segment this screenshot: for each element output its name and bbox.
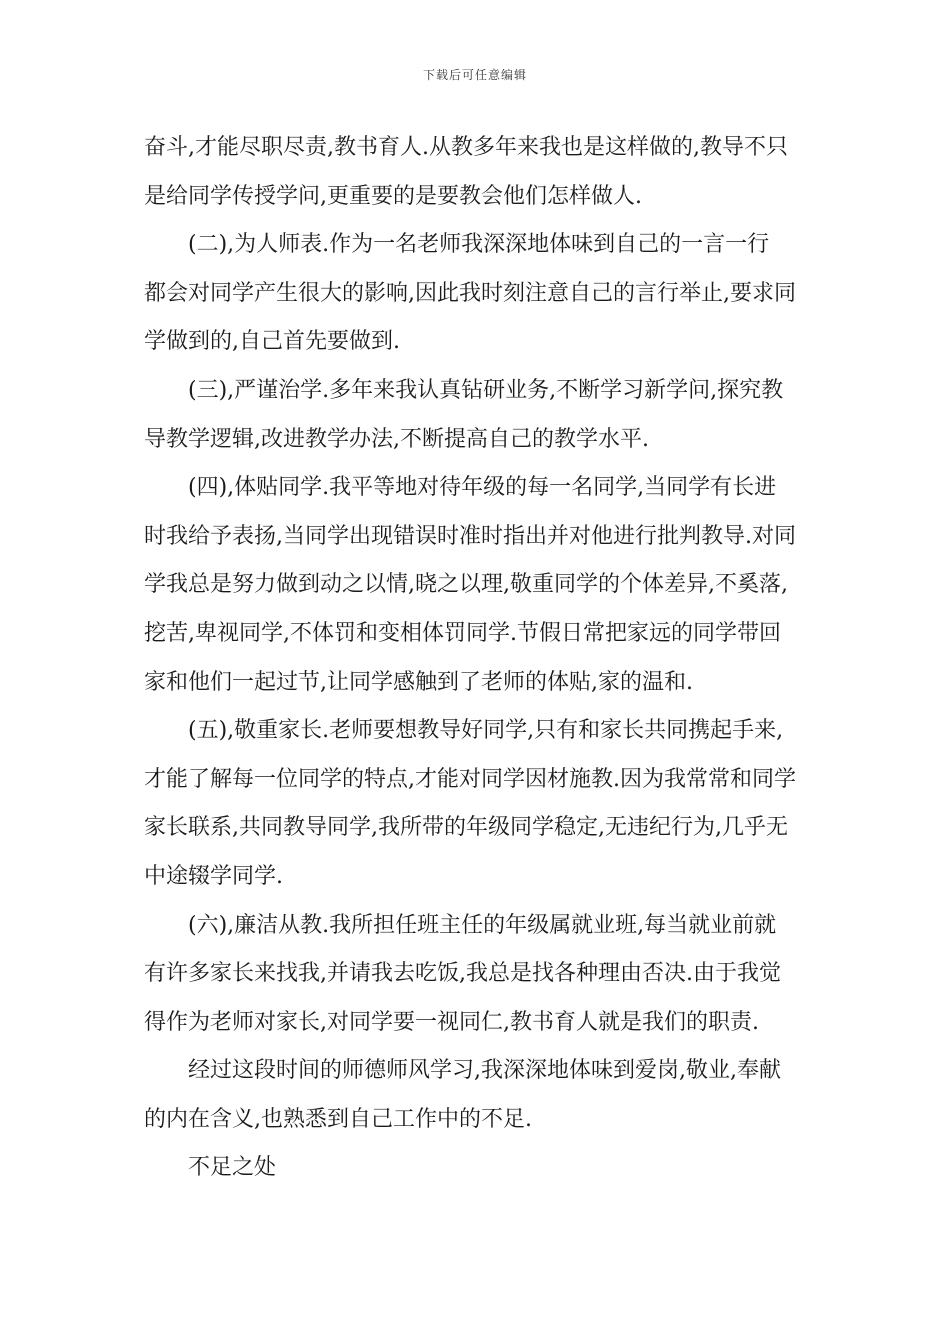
text-line: (二),为人师表.作为一名老师我深深地体味到自己的一言一行 bbox=[188, 232, 770, 258]
paragraph-continuation bbox=[144, 124, 806, 221]
text-line: 奋斗,才能尽职尽责,教书育人.从教多年来我也是这样做的,教导不只 bbox=[144, 135, 788, 160]
text-line: 得作为老师对家长,对同学要一视同仁,教书育人就是我们的职责. bbox=[144, 1009, 759, 1035]
text-line: (四),体贴同学.我平等地对待年级的每一名同学,当同学有长进 bbox=[188, 475, 777, 501]
text-line: 经过这段时间的师德师风学习,我深深地体味到爱岗,敬业,奉献 bbox=[188, 1058, 781, 1084]
document-body bbox=[144, 124, 806, 1193]
text-line: 中途辍学同学. bbox=[144, 863, 283, 889]
text-line: 家和他们一起过节,让同学感触到了老师的体贴,家的温和. bbox=[144, 669, 693, 695]
text-line: 家长联系,共同教导同学,我所带的年级同学稳定,无违纪行为,几乎无 bbox=[144, 815, 788, 841]
text-line: 导教学逻辑,改进教学办法,不断提高自己的教学水平. bbox=[144, 426, 649, 452]
paragraph-summary bbox=[144, 1047, 806, 1144]
paragraph-integrity bbox=[144, 902, 806, 1048]
text-line: 都会对同学产生很大的影响,因此我时刻注意自己的言行举止,要求同 bbox=[144, 280, 796, 306]
text-line: 不足之处 bbox=[188, 1155, 277, 1181]
section-heading-shortcomings bbox=[144, 1144, 806, 1193]
text-line: 学我总是努力做到动之以情,晓之以理,敬重同学的个体差异,不奚落, bbox=[144, 572, 788, 598]
text-line: 是给同学传授学问,更重要的是要教会他们怎样做人. bbox=[144, 183, 642, 209]
text-line: (三),严谨治学.多年来我认真钻研业务,不断学习新学问,探究教 bbox=[188, 377, 784, 403]
paragraph-care-students bbox=[144, 464, 806, 707]
text-line: 挖苦,卑视同学,不体罚和变相体罚同学.节假日常把家远的同学带回 bbox=[144, 620, 781, 646]
text-line: 时我给予表扬,当同学出现错误时准时指出并对他进行批判教导.对同 bbox=[144, 523, 796, 549]
paragraph-respect-parents bbox=[144, 707, 806, 901]
text-line: (五),敬重家长.老师要想教导好同学,只有和家长共同携起手来, bbox=[188, 718, 784, 744]
text-line: 有许多家长来找我,并请我去吃饭,我总是找各种理由否决.由于我觉 bbox=[144, 961, 781, 987]
text-line: (六),廉洁从教.我所担任班主任的年级属就业班,每当就业前就 bbox=[188, 912, 777, 938]
text-line: 学做到的,自己首先要做到. bbox=[144, 329, 400, 355]
paragraph-role-model bbox=[144, 221, 806, 367]
paragraph-rigorous-study bbox=[144, 367, 806, 464]
text-line: 才能了解每一位同学的特点,才能对同学因材施教.因为我常常和同学 bbox=[144, 766, 796, 792]
text-line: 的内在含义,也熟悉到自己工作中的不足. bbox=[144, 1106, 532, 1132]
header-note: 下载后可任意编辑 bbox=[422, 68, 527, 82]
